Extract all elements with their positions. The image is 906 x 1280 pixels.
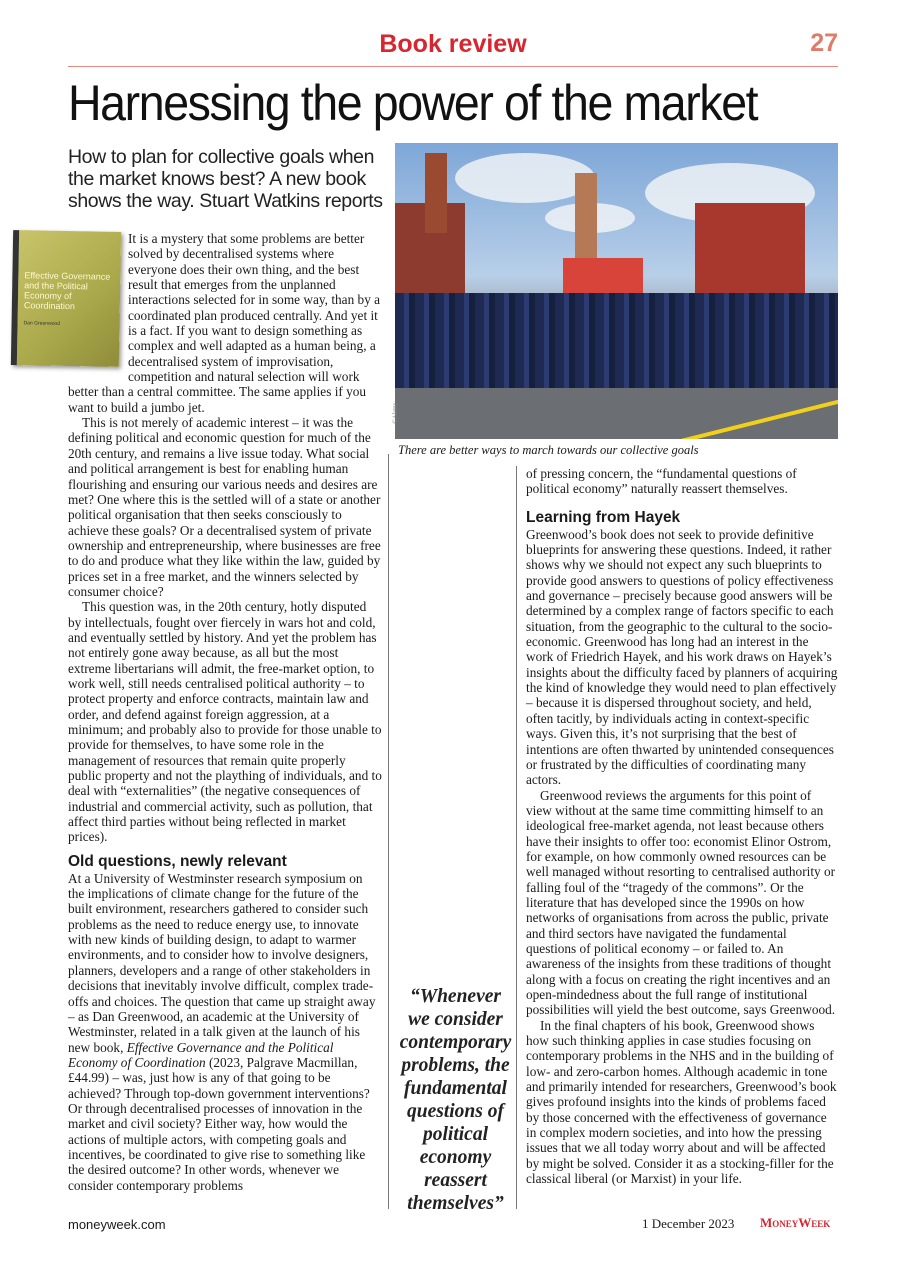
- book-title: Effective Governance and the Political Economy of Coordination: [68, 1039, 334, 1070]
- brand-logo: MoneyWeek: [760, 1215, 831, 1230]
- subheading: Old questions, newly relevant: [68, 852, 287, 870]
- text: At a University of Westminster research symposium on the implications of climate change for the future of the built environment, researchers gathered to consider such problems as the need to reduce energy use, to innovate with new kinds of building design, to adapt to warmer environments, and to consider how to involve designers, planners, developers and a range of other stakeholders in decisions that inevitably involve difficult, complex trade-offs and choices. The question that came up straight away – as Dan Greenwood, an academic at the University of Westminster, related in a talk given at the launch of his new book,: [68, 870, 376, 1055]
- article-title: Harnessing the power of the market: [68, 75, 758, 131]
- book-cover-author: Dan Greenwood: [23, 320, 61, 327]
- paragraph: of pressing concern, the “fundamental questions of political economy” naturally reassert themselves.: [526, 466, 797, 497]
- column-divider: [388, 454, 389, 1209]
- standfirst: How to plan for collective goals when the market knows best? A new book shows the way. Stuart Watkins reports: [68, 146, 383, 212]
- text: (2023, Palgrave Macmillan, £44.99) – was, just how is any of that going to be achieved? Through top-down government interventions? Or through decentralised processes of innovation in the market and civil society? Either way, how would the actions of multiple actors, with competing goals and incentives, be coordinated to give rise to something like the desired outcome? In other words, whenever we consider contemporary problems: [68, 1054, 370, 1193]
- section-label: Book review: [379, 30, 527, 58]
- page-number: 27: [810, 29, 838, 57]
- left-column: [23, 231, 382, 1193]
- photo-credit: ©Alamy: [392, 402, 399, 424]
- header-rule: [68, 66, 838, 67]
- paragraph: This is not merely of academic interest – it was the defining political and economic question for much of the 20th century, and remains a live issue today. What social and political arrangement is best for enabling human flourishing and ensuring our various needs and desires are met? One where this is the settled will of a state or another political organisation that then seeks consciously to achieve these goals? Or a decentralised system of private ownership and entrepreneurship, where businesses are free to do and produce what they like within the law, guided by prices set in a free market, and the winners selected by consumer choice?: [68, 415, 381, 599]
- column-divider: [516, 466, 517, 1209]
- photo-caption: There are better ways to march towards our collective goals: [398, 443, 699, 457]
- subheading: Learning from Hayek: [526, 508, 681, 526]
- paragraph: It is a mystery that some problems are better solved by decentralised systems where everyone does their own thing, and the best result that emerges from the unplanned interactions selected for in some way, than by a coordinated plan produced centrally. And yet it is a fact. If you want to design something as complex and well adapted as a human being, a decentralised system of improvisation, competition and natural selection will work better than a central committee. The same applies if you want to build a jumbo jet.: [68, 231, 381, 415]
- paragraph: Greenwood’s book does not seek to provide definitive blueprints for answering these questions. Indeed, it rather shows why we should not expect any such blueprints to provide good answers to questions of policy effectiveness and governance – precisely because good answers will be determined by a complex range of factors specific to each situation, from the geographic to the cultural to the socio-economic. Greenwood has long had an interest in the work of Friedrich Hayek, and his work draws on Hayek’s insights about the difficulty faced by planners of acquiring the kind of knowledge they would need to plan effectively – because it is dispersed throughout society, and held, often tacitly, by individuals acting in context-specific ways. Given this, it’s not surprising that the best of intentions are often thwarted by unintended consequences or frustrated by the difficulties of coordinating many actors.: [526, 526, 838, 788]
- article-photo: [395, 143, 838, 439]
- paragraph: In the final chapters of his book, Greenwood shows how such thinking applies in case studies focusing on contemporary problems in the NHS and in the building of low- and zero-carbon homes. Although academic in tone and primarily intended for researchers, Greenwood’s book gives profound insights into the kinds of problems faced by those concerned with the effectiveness of governance in complex modern societies, and into how the pressing issues that we all today worry about and will be affected by might be solved. Consider it as a stocking-filler for the classical liberal (or Marxist) in your life.: [526, 1017, 837, 1187]
- right-column: [526, 466, 838, 1186]
- pull-quote: “Whenever we consider contemporary problems, the fundamental questions of political economy reassert themselves”: [399, 986, 512, 1214]
- book-cover: [11, 230, 121, 367]
- paragraph: [68, 871, 382, 1193]
- paragraph: This question was, in the 20th century, hotly disputed by intellectuals, fought over fiercely in wars hot and cold, and eventually settled by history. And yet the problem has not entirely gone away because, as all but the most extreme libertarians will admit, the free-market option, to work well, still needs centralised political authority – to protect property and enforce contracts, maintain law and order, and defend against foreign aggression, at a minimum; and probably also to provide for those unable to provide for themselves, to have some role in the management of resources that remain quite properly public property and not the plaything of individuals, and to deal with “externalities” (the negative consequences of industrial and commercial activity, such as pollution, that affect third parties without being reflected in market prices).: [68, 599, 382, 845]
- footer-website: moneyweek.com: [68, 1217, 166, 1232]
- book-cover-title: Effective Governance and the Political Economy of Coordination: [23, 270, 111, 312]
- footer-date: 1 December 2023: [642, 1216, 735, 1231]
- paragraph: Greenwood reviews the arguments for this point of view without at the same time committing himself to an ideological free-market agenda, not least because others have their insights to offer too: economist Elinor Ostrom, for example, on how commonly owned resources can be well managed without resorting to centralised authority or falling foul of the “tragedy of the commons”. Or the literature that has developed since the 1990s on how networks of organisations from across the public, private and third sectors have navigated the fundamental questions of political economy – or failed to. An awareness of the insights from these traditions of thought along with a focus on creating the right incentives and an open-mindedness about the full range of institutional possibilities will yield the best outcome, says Greenwood.: [526, 787, 836, 1018]
